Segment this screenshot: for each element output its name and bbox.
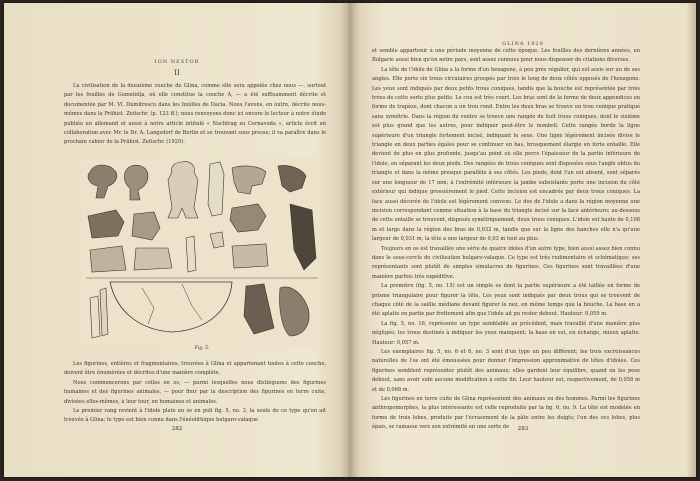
figure-item-bone [186, 236, 196, 272]
figure-item-pot [134, 248, 172, 270]
running-head-right: GLINA 1928 [502, 41, 544, 47]
figure-item-pot [90, 246, 126, 272]
paragraph: La première (fig. 5, no. 15) est un simple os dont la partie supérieure a été taillée en forme de prisme triangulaire pour figurer la tête. Les yeux sont indiqués par deux trous qui se trouvent de chaque côté de la saillie médiane devant figurer le nez, en même temps que la bouche. La base en a été aplatie en partie par frottement afin que l'idole ait pu rester debout. Hauteur: 0,059 m. [372, 283, 640, 318]
text-block-main [372, 47, 640, 433]
figure-caption: Fig. 5. [194, 346, 210, 351]
figure-item-idol [168, 162, 198, 218]
paragraph: Les exemplaires fig. 5, no. 6 et 6, no. 3 sont d'un type un peu différent; les trois excroissances naturelles de l'os ont été émoussées pour donner l'impression approximative de têtes d'idoles. Ces figurines semblent représenter plutôt des animaux; elles gardent leur équilibre, quand on les pose debout, sans avoir subi aucune modification à cette fin. Leur hauteur est, respectivement, de 0,058 m et de 0,068 m. [372, 349, 640, 393]
figure-item-idol [208, 162, 224, 216]
paragraph: La civilisation de la deuxième couche de Glina, comme elle sera appelée chez nous —, surtout par les fouilles de Gumelnița, où elle constitue la couche A, — a été suffisamment décrite et documentée par M. Vl. Dumitrescu dans les fouilles de Dacia. Nous l'avons, en outre, décrite nous-mêmes dans la Prähist. Zeitschr. (p. 123 ff.); nous renvoyons donc ici encore le lecteur à notre étude publiée en allemand et aussi à notre article intitulé « Nachtrag zu Cernavoda », article écrit en collaboration avec Mr. le Dr. A. Langsdorf de Berlin et se trouvant sous presse; il va paraître dans le prochain cahier de la Prähist. Zeitschr. (1929). [64, 83, 326, 146]
running-head-left: ION NESTOR [154, 59, 200, 65]
page-number-right: 283 [517, 426, 529, 432]
paragraph: La tête de l'idole de Glina a la forme d'un hexagone, à peu près régulier, qui est assis sur un de ses angles. Elle porte six trous circulaires groupés par trois le long de deux côtés opposés de l'hexagone. Les yeux sont indiqués par deux petits trous coniques, tandis que la bouche est représentée par trois trous de cette sorte plus petits. Le cou est très court. Les bras sont de la forme de deux appendices en forme de trapèze, dont chacun a un trou rond. Entre les deux bras se trouve un trou conique pratiqué sans symétrie. Dans la région du ventre se trouve une rangée de huit trous coniques, dont le sixième est plus grand que les autres, pour indiquer peut-être le nombril. Cette rangée borde la ligne supérieure d'un triangle fortement incisé, indiquant le sexe. Une ligne légèrement incisée divise le triangle en deux parties égales pour se continuer en bas, brusquement élargie en forte entaille. Elle devient de plus en plus profonde, jusqu'au point où elle perce l'épaisseur de la partie inférieure de l'idole, en séparant les deux pieds. Des rangées de trous coniques sont disposées sous l'angle obtus du triangle et dans la même presque parallèle à ses côtés. Les pieds, dont l'un est absent, sont séparés sur une longueur de 17 mm; à l'extrémité inférieure la jambe subsistante porte une incision du côté extérieur qui indique grossièrement le pied. Cette incision est encadrée par deux trous coniques. La face aussi décorée de l'idole est légèrement convexe. Le dos de l'idole a dans la région moyenne une incision correspondant comme situation à la base du triangle incisé sur la face antérieure; au-dessous de cette entaille se trouvent, disposés symétriquement, deux trous coniques. L'idole est haute de 0,108 m et large dans la région des bras de 0,032 m, tandis que sur la ligne des hanches elle n'a qu'une largeur de 0,031 m; la tête a une largeur de 0,03 m tout au plus. [372, 66, 640, 243]
paragraph: La fig. 5, no. 16, représente un type semblable au précédent, mais travaillé d'une manière plus négligée; les trous destinés à indiquer les yeux manquent; la base en est, en échange, mieux aplatie. Hauteur: 0,057 m. [372, 320, 640, 346]
book-gutter [340, 3, 360, 477]
figure-item-bone [90, 296, 100, 338]
page-edge-shadow [686, 3, 696, 477]
book-spread [4, 3, 696, 477]
paragraph: Les figurines en terre cuite de Glina représentent des animaux ou des hommes. Parmi les figurines anthropomorphes, la plus intéressante est celle reproduite par la fig. 6, no. 9. La tête est modelée en forme de trois lobes, produits par l'écrasement de la pâte entre les doigts; l'un des ces lobes, plus épais, se ramasse vers son extrémité en une sorte de [372, 396, 640, 431]
paragraph: et semble appartenir à une période moyenne de cette époque. Les fouilles des dernières années, en Bulgarie aussi bien qu'en notre pays, sont assez connues pour nous dispenser de citations diverses. [372, 48, 640, 64]
paragraph: Les figurines, entières et fragmentaires, trouvées à Glina et appartenant toutes à cette couche, doivent être énumérées et décrites d'une manière complète. [64, 361, 326, 377]
figure-item-pot [232, 244, 268, 268]
text-block-bottom [64, 360, 326, 426]
left-page [4, 3, 350, 477]
figure-plate [82, 158, 322, 346]
right-page [350, 3, 696, 477]
text-block-top [64, 82, 326, 148]
page-number-left: 282 [171, 426, 183, 432]
paragraph: Le premier rang revient à l'idole plate en os en poli fig. 5, no. 3, la seule de ce type qu'on ait trouvée à Glina; le type est bien connu dans l'énéolithique bulgaro-valaque [64, 408, 326, 424]
section-number: II [174, 69, 180, 77]
paragraph: Toujours en os est travaillée une série de quatre idoles d'un autre type, bien aussi assez bien connu dans le sous-cercle de civilisation bulgaro-valaque. Ce type est très rudimentaire et schématique; ses représentants sont plutôt de simples simulacres de figurines. Ces figurines sont travaillées d'une manière parfois très expéditive. [372, 245, 640, 280]
paragraph: Nous commencerons par celles en os, — parmi lesquelles nous distinguons des figurines humaines et des figurines animales, — pour finir par la description des figurines en terre cuite, divisées elles-mêmes, à leur tour, en humaines et animales. [64, 379, 326, 405]
